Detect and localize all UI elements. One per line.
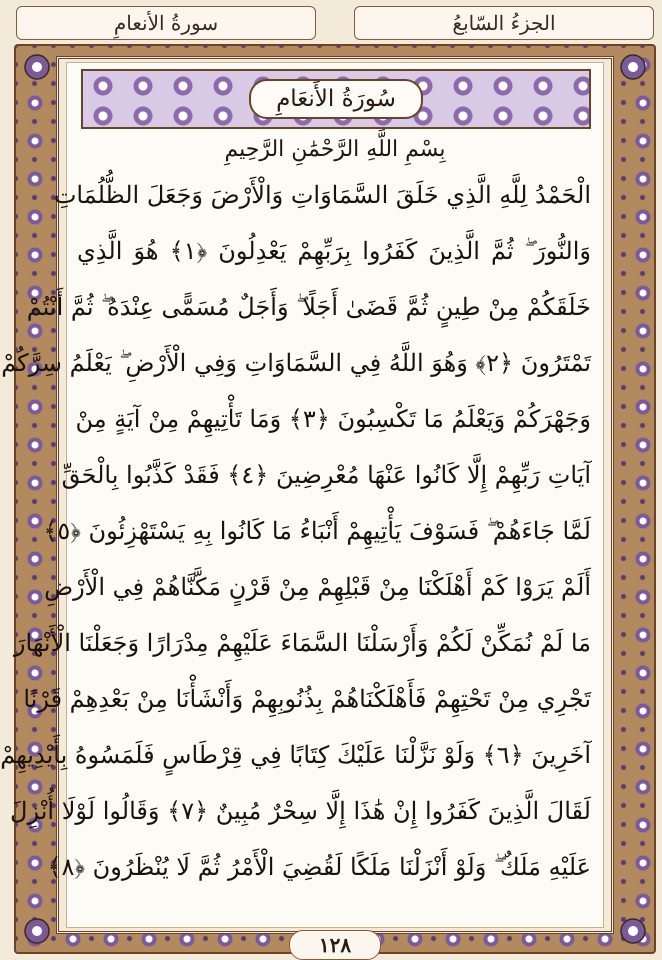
verse-line: لَمَّا جَاءَهُمْ ۖ فَسَوْفَ يَأْتِيهِمْ أَنْبَاءُ مَا كَانُوا بِهِ يَسْتَهْزِئُونَ ﴿٥﴾ — [43, 517, 591, 545]
verse-line: وَجَهْرَكُمْ وَيَعْلَمُ مَا تَكْسِبُونَ ﴿٣﴾ وَمَا تَأْتِيهِمْ مِنْ آيَةٍ مِنْ — [75, 405, 591, 433]
surah-header: سورةُ الأنعامِ — [16, 6, 316, 40]
page-number: ١٢٨ — [289, 930, 381, 960]
corner-ornament-icon — [616, 914, 650, 948]
verse-line: أَلَمْ يَرَوْا كَمْ أَهْلَكْنَا مِنْ قَبْلِهِمْ مِنْ قَرْنٍ مَكَّنَّاهُمْ فِي الْأَرْضِ — [44, 573, 591, 601]
verse-line: وَالنُّورَ ۖ ثُمَّ الَّذِينَ كَفَرُوا بِرَبِّهِمْ يَعْدِلُونَ ﴿١﴾ هُوَ الَّذِي — [77, 237, 591, 265]
verse-line: آخَرِينَ ﴿٦﴾ وَلَوْ نَزَّلْنَا عَلَيْكَ كِتَابًا فِي قِرْطَاسٍ فَلَمَسُوهُ بِأَيْدِيهِمْ — [0, 741, 591, 769]
verse-line: مَا لَمْ نُمَكِّنْ لَكُمْ وَأَرْسَلْنَا السَّمَاءَ عَلَيْهِمْ مِدْرَارًا وَجَعَلْنَا الْأَنْهَارَ — [13, 629, 591, 657]
corner-ornament-icon — [20, 914, 54, 948]
surah-title-band — [81, 69, 591, 129]
verse-line: تَمْتَرُونَ ﴿٢﴾ وَهُوَ اللَّهُ فِي السَّمَاوَاتِ وَفِي الْأَرْضِ ۖ يَعْلَمُ سِرَّكُمْ — [1, 349, 591, 377]
verse-line: خَلَقَكُمْ مِنْ طِينٍ ثُمَّ قَضَىٰ أَجَلًا ۖ وَأَجَلٌ مُسَمًّى عِنْدَهُ ۖ ثُمَّ أَنْتُمْ — [26, 293, 591, 321]
page-content — [0, 62, 604, 928]
surah-title: سُورَةُ الأَنعَامِ — [249, 79, 423, 119]
corner-ornament-icon — [20, 50, 54, 84]
verse-line: آيَاتِ رَبِّهِمْ إِلَّا كَانُوا عَنْهَا مُعْرِضِينَ ﴿٤﴾ فَقَدْ كَذَّبُوا بِالْحَقِّ — [61, 461, 591, 489]
corner-ornament-icon — [616, 50, 650, 84]
verse-line: تَجْرِي مِنْ تَحْتِهِمْ فَأَهْلَكْنَاهُمْ بِذُنُوبِهِمْ وَأَنْشَأْنَا مِنْ بَعْدِهِمْ قَرْنًا — [23, 685, 591, 713]
juz-header: الجزءُ السّابعُ — [354, 6, 654, 40]
verse-line: لَقَالَ الَّذِينَ كَفَرُوا إِنْ هَٰذَا إِلَّا سِحْرٌ مُبِينٌ ﴿٧﴾ وَقَالُوا لَوْلَا أُنْزِلَ — [10, 797, 591, 825]
verse-line: عَلَيْهِ مَلَكٌ ۖ وَلَوْ أَنْزَلْنَا مَلَكًا لَقُضِيَ الْأَمْرُ ثُمَّ لَا يُنْظَرُونَ ﴿٨﴾ — [47, 853, 591, 881]
verse-line: الْحَمْدُ لِلَّهِ الَّذِي خَلَقَ السَّمَاوَاتِ وَالْأَرْضَ وَجَعَلَ الظُّلُمَاتِ — [53, 181, 591, 209]
basmala: بِسْمِ اللَّهِ الرَّحْمَٰنِ الرَّحِيمِ — [224, 137, 446, 162]
